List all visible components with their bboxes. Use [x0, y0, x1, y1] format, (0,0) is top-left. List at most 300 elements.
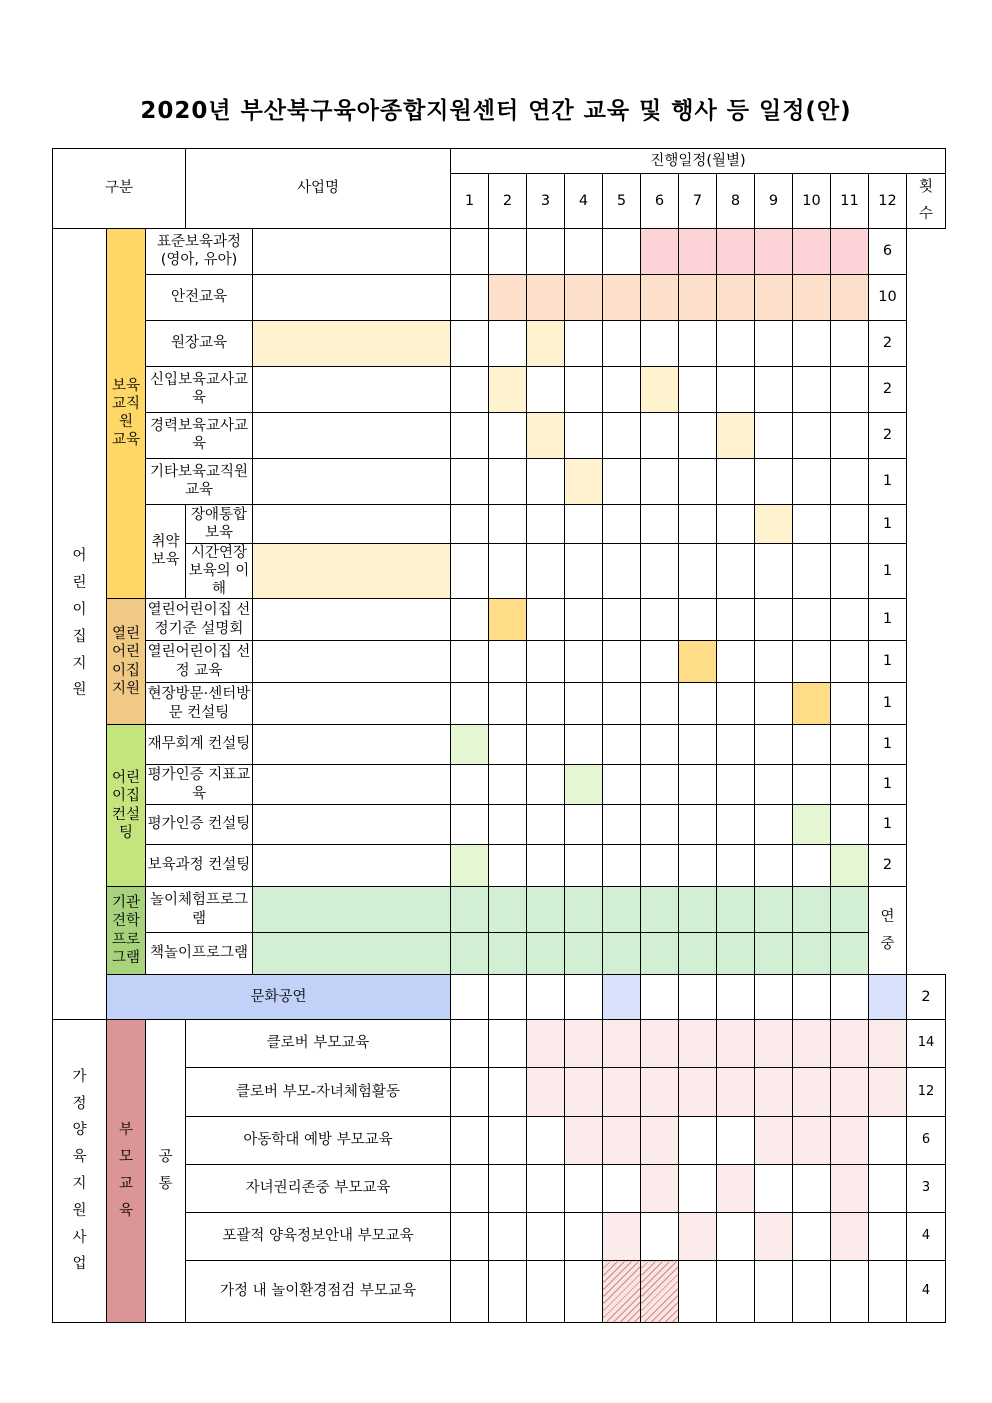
month-cell-7	[641, 765, 679, 805]
month-cell-6	[641, 1068, 679, 1117]
month-header-2: 2	[489, 174, 527, 229]
month-cell-10	[793, 1165, 831, 1213]
month-cell-9	[717, 274, 755, 320]
month-cell-11	[793, 805, 831, 845]
month-cell-5	[565, 641, 603, 683]
count-cell: 1	[869, 683, 907, 725]
month-cell-7	[641, 366, 679, 412]
month-cell-3	[527, 1213, 565, 1261]
header-count: 횟 수	[907, 174, 946, 229]
month-cell-6	[641, 975, 679, 1020]
page-title: 2020년 부산북구육아종합지원센터 연간 교육 및 행사 등 일정(안)	[140, 98, 852, 124]
month-cell-6	[603, 412, 641, 458]
month-cell-11	[793, 543, 831, 598]
table-row	[53, 274, 946, 320]
month-cell-4	[527, 228, 565, 274]
month-cell-12	[869, 1020, 907, 1068]
month-cell-9	[717, 683, 755, 725]
month-cell-7	[641, 228, 679, 274]
month-cell-10	[755, 504, 793, 543]
month-cell-10	[755, 599, 793, 641]
month-cell-1	[253, 845, 451, 887]
month-cell-9	[755, 1213, 793, 1261]
month-cell-2	[451, 504, 489, 543]
month-cell-6	[641, 1165, 679, 1213]
month-header-6: 6	[641, 174, 679, 229]
month-header-5: 5	[603, 174, 641, 229]
month-cell-7	[679, 1165, 717, 1213]
month-cell-7	[641, 641, 679, 683]
month-cell-10	[755, 845, 793, 887]
month-cell-12	[831, 504, 869, 543]
month-cell-3	[489, 599, 527, 641]
program-name: 열린어린이집 선정기준 설명회	[146, 599, 253, 641]
month-cell-6	[603, 845, 641, 887]
month-cell-4	[527, 599, 565, 641]
month-cell-6	[641, 1261, 679, 1323]
table-row	[53, 641, 946, 683]
program-name: 원장교육	[146, 320, 253, 366]
month-cell-2	[451, 933, 489, 975]
month-cell-2	[451, 683, 489, 725]
month-cell-4	[527, 458, 565, 504]
month-cell-7	[641, 887, 679, 933]
month-cell-9	[755, 1117, 793, 1165]
month-cell-4	[527, 725, 565, 765]
month-cell-3	[489, 504, 527, 543]
month-cell-7	[679, 1213, 717, 1261]
count-cell: 2	[869, 845, 907, 887]
month-cell-2	[451, 805, 489, 845]
month-cell-9	[717, 366, 755, 412]
month-cell-8	[679, 725, 717, 765]
month-cell-5	[603, 1020, 641, 1068]
month-cell-10	[755, 725, 793, 765]
month-cell-11	[793, 641, 831, 683]
program-name: 자녀권리존중 부모교육	[186, 1165, 451, 1213]
month-cell-7	[641, 725, 679, 765]
month-cell-10	[755, 933, 793, 975]
month-cell-3	[489, 725, 527, 765]
group-daycare-consulting: 어린이집 컨설팅	[107, 725, 146, 887]
month-cell-10	[755, 683, 793, 725]
month-cell-1	[253, 683, 451, 725]
count-cell: 6	[907, 1117, 946, 1165]
program-name: 책놀이프로그램	[146, 933, 253, 975]
count-cell: 1	[869, 599, 907, 641]
month-cell-1	[253, 725, 451, 765]
month-cell-1	[451, 1020, 489, 1068]
month-cell-9	[755, 1165, 793, 1213]
month-cell-2	[451, 274, 489, 320]
month-cell-8	[679, 412, 717, 458]
month-cell-12	[831, 641, 869, 683]
month-cell-9	[717, 599, 755, 641]
month-cell-6	[603, 683, 641, 725]
month-cell-6	[641, 1213, 679, 1261]
month-cell-6	[641, 1020, 679, 1068]
program-name: 포괄적 양육정보안내 부모교육	[186, 1213, 451, 1261]
month-cell-12	[869, 1165, 907, 1213]
month-cell-6	[603, 933, 641, 975]
count-cell: 10	[869, 274, 907, 320]
month-cell-7	[641, 274, 679, 320]
month-cell-10	[755, 366, 793, 412]
program-name: 현장방문·센터방문 컨설팅	[146, 683, 253, 725]
month-cell-12	[831, 599, 869, 641]
table-row	[53, 1213, 946, 1261]
month-cell-5	[565, 412, 603, 458]
month-cell-5	[603, 1261, 641, 1323]
month-cell-6	[603, 641, 641, 683]
month-cell-7	[641, 845, 679, 887]
table-row	[53, 599, 946, 641]
table-row	[53, 1068, 946, 1117]
month-cell-7	[679, 1068, 717, 1117]
month-cell-7	[641, 683, 679, 725]
month-cell-11	[793, 366, 831, 412]
count-cell: 12	[907, 1068, 946, 1117]
table-row	[53, 725, 946, 765]
table-row	[53, 845, 946, 887]
month-cell-5	[565, 683, 603, 725]
month-cell-11	[793, 725, 831, 765]
month-cell-3	[489, 887, 527, 933]
month-cell-5	[603, 1165, 641, 1213]
month-cell-3	[489, 412, 527, 458]
program-name: 열린어린이집 선정 교육	[146, 641, 253, 683]
month-cell-4	[565, 1213, 603, 1261]
month-cell-1	[451, 1117, 489, 1165]
month-cell-5	[603, 1213, 641, 1261]
month-cell-1	[253, 933, 451, 975]
month-cell-8	[717, 975, 755, 1020]
month-cell-1	[451, 1068, 489, 1117]
month-cell-1	[451, 1213, 489, 1261]
group-vulnerable-care: 취약 보육	[146, 504, 186, 598]
month-cell-6	[603, 366, 641, 412]
program-name: 신입보육교사교육	[146, 366, 253, 412]
program-name: 가정 내 놀이환경점검 부모교육	[186, 1261, 451, 1323]
group-common: 공 통	[146, 1020, 186, 1323]
month-cell-4	[527, 274, 565, 320]
month-cell-9	[717, 458, 755, 504]
month-cell-8	[679, 933, 717, 975]
month-cell-7	[641, 599, 679, 641]
month-cell-4	[527, 320, 565, 366]
month-cell-2	[451, 320, 489, 366]
month-cell-3	[527, 975, 565, 1020]
table-row	[53, 805, 946, 845]
section-daycare: 어 린 이 집 지 원	[53, 228, 107, 1019]
month-cell-1	[253, 412, 451, 458]
month-cell-11	[793, 765, 831, 805]
table-row	[53, 887, 946, 933]
month-cell-1	[253, 458, 451, 504]
month-cell-4	[565, 1068, 603, 1117]
month-cell-2	[451, 887, 489, 933]
month-cell-1	[253, 274, 451, 320]
month-cell-1	[253, 504, 451, 543]
table-row	[53, 1165, 946, 1213]
month-cell-6	[603, 725, 641, 765]
month-cell-6	[603, 504, 641, 543]
month-cell-2	[451, 765, 489, 805]
month-cell-10	[793, 1068, 831, 1117]
month-cell-9	[717, 504, 755, 543]
month-cell-2	[451, 725, 489, 765]
program-name: 아동학대 예방 부모교육	[186, 1117, 451, 1165]
month-cell-5	[603, 1117, 641, 1165]
program-name: 시간연장보육의 이해	[186, 543, 253, 598]
month-cell-1	[253, 543, 451, 598]
count-cell: 14	[907, 1020, 946, 1068]
month-cell-3	[489, 228, 527, 274]
program-name: 재무회계 컨설팅	[146, 725, 253, 765]
schedule-table	[52, 148, 946, 1323]
count-cell: 1	[869, 543, 907, 598]
group-institution-program: 기관견학 프로그램	[107, 887, 146, 975]
month-cell-3	[527, 1117, 565, 1165]
month-cell-5	[565, 274, 603, 320]
month-cell-4	[565, 1165, 603, 1213]
month-cell-12	[869, 975, 907, 1020]
count-cell: 3	[907, 1165, 946, 1213]
month-cell-10	[755, 765, 793, 805]
month-cell-12	[869, 1117, 907, 1165]
month-cell-5	[565, 765, 603, 805]
month-cell-12	[831, 228, 869, 274]
month-cell-12	[831, 765, 869, 805]
month-header-3: 3	[527, 174, 565, 229]
section-family: 가 정 양 육 지 원 사 업	[53, 1020, 107, 1323]
month-cell-11	[793, 845, 831, 887]
month-cell-7	[641, 458, 679, 504]
month-cell-12	[831, 274, 869, 320]
program-name: 클로버 부모교육	[186, 1020, 451, 1068]
table-row	[53, 320, 946, 366]
month-cell-5	[565, 805, 603, 845]
month-cell-8	[679, 543, 717, 598]
month-cell-5	[565, 933, 603, 975]
month-cell-1	[253, 228, 451, 274]
month-cell-10	[755, 458, 793, 504]
month-cell-8	[717, 1261, 755, 1323]
month-cell-11	[793, 887, 831, 933]
month-cell-11	[793, 228, 831, 274]
month-cell-10	[755, 805, 793, 845]
month-cell-7	[641, 504, 679, 543]
month-cell-9	[755, 1020, 793, 1068]
month-cell-7	[679, 975, 717, 1020]
month-cell-9	[717, 641, 755, 683]
month-cell-3	[489, 641, 527, 683]
month-cell-11	[831, 1165, 869, 1213]
header-schedule: 진행일정(월별)	[451, 149, 946, 174]
month-header-4: 4	[565, 174, 603, 229]
month-cell-2	[451, 641, 489, 683]
month-cell-12	[869, 1261, 907, 1323]
month-cell-5	[603, 1068, 641, 1117]
table-row	[53, 543, 946, 598]
count-cell: 4	[907, 1261, 946, 1323]
month-cell-11	[793, 933, 831, 975]
month-cell-8	[679, 366, 717, 412]
month-cell-2	[489, 1068, 527, 1117]
month-cell-1	[451, 1165, 489, 1213]
month-cell-5	[565, 458, 603, 504]
month-cell-5	[565, 320, 603, 366]
count-cell: 6	[869, 228, 907, 274]
month-cell-11	[793, 683, 831, 725]
month-cell-6	[603, 274, 641, 320]
month-cell-2	[489, 1165, 527, 1213]
month-cell-9	[755, 1261, 793, 1323]
month-cell-3	[489, 683, 527, 725]
month-cell-11	[831, 1213, 869, 1261]
header-category: 구분	[53, 149, 186, 229]
month-cell-3	[489, 458, 527, 504]
month-header-8: 8	[717, 174, 755, 229]
month-cell-10	[793, 975, 831, 1020]
table-row	[53, 975, 946, 1020]
month-cell-8	[717, 1020, 755, 1068]
month-cell-8	[679, 641, 717, 683]
month-cell-11	[793, 412, 831, 458]
month-cell-3	[489, 320, 527, 366]
month-cell-1	[253, 805, 451, 845]
month-cell-11	[831, 1068, 869, 1117]
month-cell-8	[679, 599, 717, 641]
month-cell-1	[253, 366, 451, 412]
month-cell-11	[793, 458, 831, 504]
month-cell-7	[679, 1117, 717, 1165]
group-open-daycare: 열린 어린이집 지원	[107, 599, 146, 725]
month-header-12: 12	[869, 174, 907, 229]
month-cell-9	[717, 320, 755, 366]
count-cell: 4	[907, 1213, 946, 1261]
count-cell: 2	[869, 320, 907, 366]
month-cell-2	[451, 228, 489, 274]
month-cell-10	[755, 887, 793, 933]
month-cell-12	[831, 366, 869, 412]
month-cell-11	[793, 504, 831, 543]
month-cell-8	[717, 1068, 755, 1117]
program-name: 평가인증 컨설팅	[146, 805, 253, 845]
month-cell-9	[755, 975, 793, 1020]
month-cell-5	[565, 504, 603, 543]
month-cell-2	[451, 543, 489, 598]
month-cell-9	[717, 765, 755, 805]
month-cell-1	[451, 975, 489, 1020]
month-cell-1	[253, 765, 451, 805]
month-cell-2	[489, 1117, 527, 1165]
month-cell-8	[679, 274, 717, 320]
count-cell: 1	[869, 725, 907, 765]
month-cell-8	[679, 845, 717, 887]
count-cell: 1	[869, 458, 907, 504]
month-cell-8	[679, 458, 717, 504]
month-cell-9	[717, 412, 755, 458]
month-cell-5	[565, 725, 603, 765]
program-name: 안전교육	[146, 274, 253, 320]
table-row	[53, 412, 946, 458]
month-cell-10	[793, 1117, 831, 1165]
program-name: 평가인증 지표교육	[146, 765, 253, 805]
month-cell-3	[489, 805, 527, 845]
month-cell-12	[831, 458, 869, 504]
month-header-1: 1	[451, 174, 489, 229]
month-cell-5	[565, 543, 603, 598]
month-cell-9	[717, 845, 755, 887]
month-cell-6	[603, 765, 641, 805]
month-cell-9	[717, 725, 755, 765]
program-name: 놀이체험프로그램	[146, 887, 253, 933]
group-teacher-education: 보육 교직원 교육	[107, 228, 146, 598]
month-cell-12	[831, 887, 869, 933]
month-cell-1	[253, 320, 451, 366]
month-cell-3	[489, 933, 527, 975]
table-row	[53, 1261, 946, 1323]
month-cell-12	[831, 725, 869, 765]
month-cell-7	[641, 543, 679, 598]
table-row	[53, 933, 946, 975]
count-cell: 1	[869, 641, 907, 683]
count-cell: 연 중	[869, 887, 907, 975]
month-cell-7	[679, 1261, 717, 1323]
month-header-7: 7	[679, 174, 717, 229]
month-cell-2	[489, 1213, 527, 1261]
table-row	[53, 366, 946, 412]
month-cell-7	[679, 1020, 717, 1068]
month-cell-3	[489, 845, 527, 887]
month-cell-8	[717, 1117, 755, 1165]
month-cell-7	[641, 805, 679, 845]
month-cell-12	[831, 933, 869, 975]
month-cell-10	[755, 412, 793, 458]
month-cell-3	[489, 366, 527, 412]
month-cell-6	[603, 320, 641, 366]
table-row	[53, 504, 946, 543]
month-cell-5	[565, 845, 603, 887]
group-parent-education: 부 모 교 육	[107, 1020, 146, 1323]
month-cell-6	[641, 1117, 679, 1165]
program-name: 기타보육교직원교육	[146, 458, 253, 504]
month-cell-5	[603, 975, 641, 1020]
month-cell-6	[603, 887, 641, 933]
header-program: 사업명	[186, 149, 451, 229]
month-cell-10	[755, 543, 793, 598]
month-cell-9	[755, 1068, 793, 1117]
month-cell-7	[641, 412, 679, 458]
month-cell-10	[793, 1213, 831, 1261]
month-cell-5	[565, 599, 603, 641]
month-cell-2	[489, 975, 527, 1020]
table-row	[53, 228, 946, 274]
month-cell-11	[831, 1117, 869, 1165]
month-cell-2	[451, 458, 489, 504]
program-name: 보육과정 컨설팅	[146, 845, 253, 887]
month-cell-10	[793, 1261, 831, 1323]
month-cell-4	[527, 765, 565, 805]
month-cell-4	[565, 1020, 603, 1068]
month-cell-3	[489, 765, 527, 805]
table-row	[53, 458, 946, 504]
month-cell-11	[831, 975, 869, 1020]
month-cell-12	[831, 845, 869, 887]
month-cell-8	[679, 228, 717, 274]
month-cell-1	[253, 887, 451, 933]
